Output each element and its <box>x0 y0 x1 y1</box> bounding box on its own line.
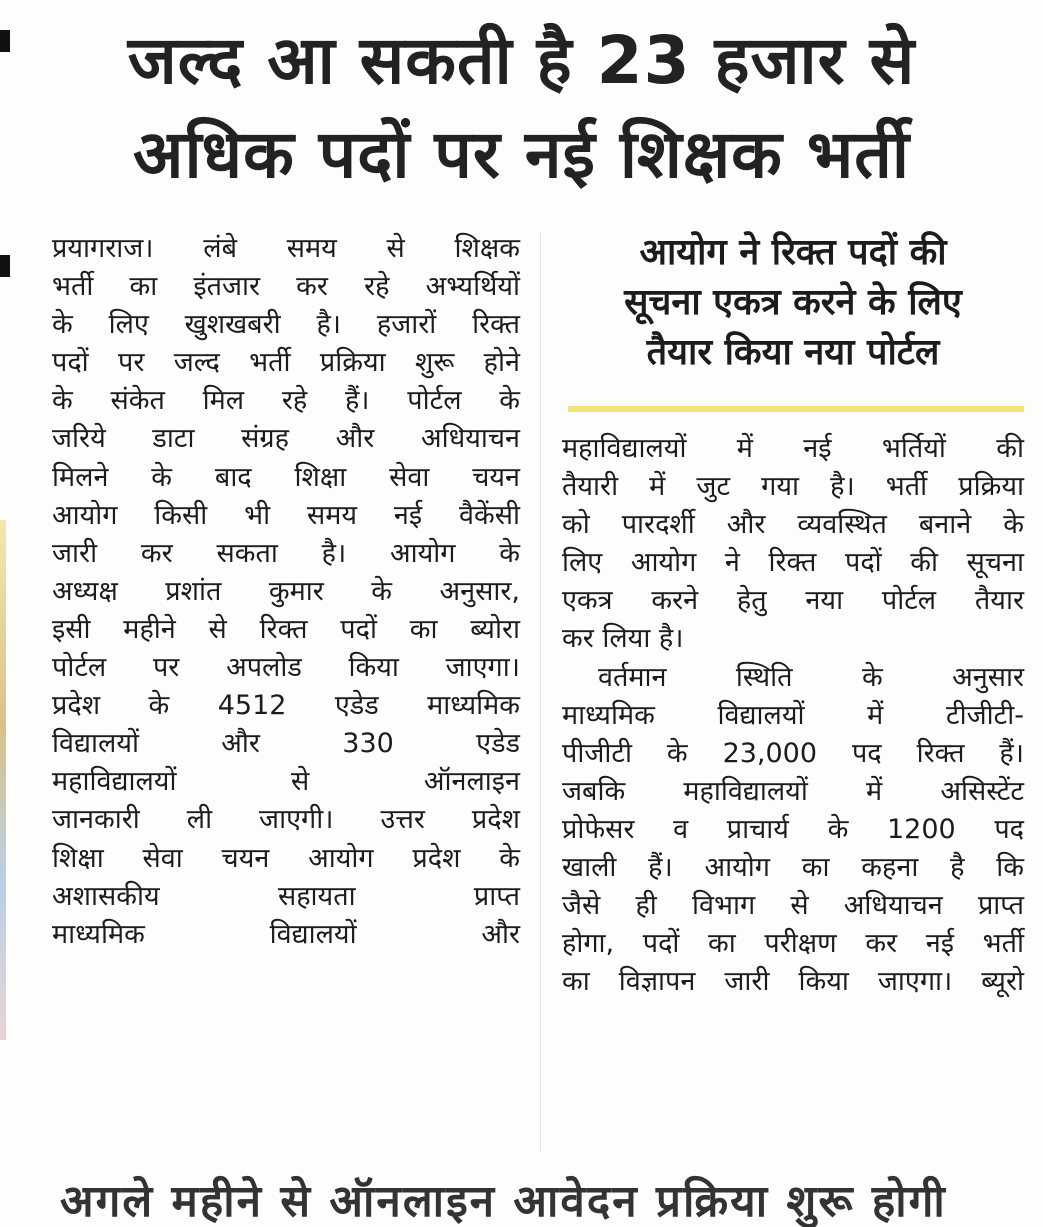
adjacent-page-edge <box>0 520 6 1040</box>
subheadline <box>562 228 1024 378</box>
left-line: जारी कर सकता है। आयोग के <box>52 537 520 569</box>
left-line: के संकेत मिल रहे हैं। पोर्टल के <box>52 385 520 417</box>
subheadline-line-2: सूचना एकत्र करने के लिए <box>624 282 962 323</box>
right-line: को पारदर्शी और व्यवस्थित बनाने के <box>562 509 1024 541</box>
next-article-headline: अगले महीने से ऑनलाइन आवेदन प्रक्रिया शुरू होगी <box>60 1176 947 1227</box>
left-line: पदों पर जल्द भर्ती प्रक्रिया शुरू होने <box>52 347 520 379</box>
right-line: माध्यमिक विद्यालयों में टीजीटी- <box>562 699 1024 731</box>
left-line: प्रदेश के 4512 एडेड माध्यमिक <box>52 690 520 722</box>
left-line: मिलने के बाद शिक्षा सेवा चयन <box>52 461 520 493</box>
left-line: शिक्षा सेवा चयन आयोग प्रदेश के <box>52 842 520 874</box>
right-line: लिए आयोग ने रिक्त पदों की सूचना <box>562 547 1024 579</box>
right-line: खाली हैं। आयोग का कहना है कि <box>562 852 1024 884</box>
subheadline-underline <box>568 406 1024 412</box>
right-line: पीजीटी के 23,000 पद रिक्त हैं। <box>562 737 1024 769</box>
right-column <box>562 430 1024 1001</box>
left-line: माध्यमिक विद्यालयों और <box>52 918 520 950</box>
right-line: जैसे ही विभाग से अधियाचन प्राप्त <box>562 890 1024 922</box>
subheadline-line-1: आयोग ने रिक्त पदों की <box>639 232 947 273</box>
left-line: भर्ती का इंतजार कर रहे अभ्यर्थियों <box>52 271 520 303</box>
right-line: तैयारी में जुट गया है। भर्ती प्रक्रिया <box>562 471 1024 503</box>
left-line: आयोग किसी भी समय नई वैकेंसी <box>52 499 520 531</box>
left-column <box>52 230 520 954</box>
headline <box>0 14 1043 202</box>
left-line: विद्यालयों और 330 एडेड <box>52 728 520 760</box>
left-line: प्रयागराज। लंबे समय से शिक्षक <box>52 233 520 264</box>
right-line: महाविद्यालयों में नई भर्तियों की <box>562 433 1024 464</box>
right-line: एकत्र करने हेतु नया पोर्टल तैयार <box>562 585 1024 617</box>
left-line: जानकारी ली जाएगी। उत्तर प्रदेश <box>52 804 520 836</box>
left-line: अशासकीय सहायता प्राप्त <box>52 880 520 912</box>
left-line: अध्यक्ष प्रशांत कुमार के अनुसार, <box>52 575 520 607</box>
column-divider <box>540 232 541 1152</box>
edge-mark-middle <box>0 255 10 277</box>
right-line: होगा, पदों का परीक्षण कर नई भर्ती <box>562 928 1024 960</box>
next-article-cutoff <box>0 1176 1043 1227</box>
left-line: महाविद्यालयों से ऑनलाइन <box>52 766 520 798</box>
right-line: कर लिया है। <box>562 623 684 655</box>
subheadline-line-3: तैयार किया नया पोर्टल <box>646 332 940 373</box>
headline-line-1: जल्द आ सकती है 23 हजार से <box>127 22 916 99</box>
headline-line-2: अधिक पदों पर नई शिक्षक भर्ती <box>133 116 910 193</box>
left-line: जरिये डाटा संग्रह और अधियाचन <box>52 423 520 455</box>
left-line: पोर्टल पर अपलोड किया जाएगा। <box>52 652 520 684</box>
left-line: के लिए खुशखबरी है। हजारों रिक्त <box>52 309 520 341</box>
right-line: जबकि महाविद्यालयों में असिस्टेंट <box>562 775 1024 807</box>
right-line: प्रोफेसर व प्राचार्य के 1200 पद <box>562 813 1024 845</box>
left-line: इसी महीने से रिक्त पदों का ब्योरा <box>52 613 520 645</box>
right-line: का विज्ञापन जारी किया जाएगा। ब्यूरो <box>562 966 1024 998</box>
right-line: वर्तमान स्थिति के अनुसार <box>598 661 1024 693</box>
